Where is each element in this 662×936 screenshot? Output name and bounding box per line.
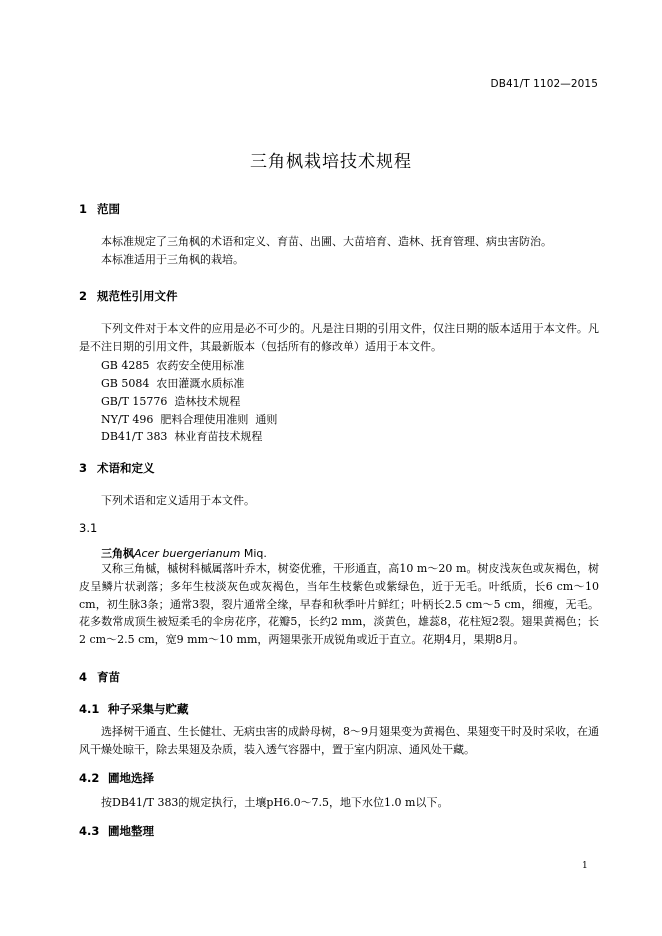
- term-latin: Acer buergerianum: [134, 547, 241, 560]
- section-number: 3: [79, 461, 88, 475]
- term-author: Miq.: [240, 547, 267, 560]
- section-title: 规范性引用文件: [97, 289, 178, 303]
- scope-paragraph: 本标准规定了三角枫的术语和定义、育苗、出圃、大苗培育、造林、抚育管理、病虫害防治。: [101, 235, 552, 248]
- section-number: 2: [79, 289, 88, 303]
- subsection-title: 圃地整理: [108, 824, 154, 838]
- section-title: 范围: [97, 202, 120, 216]
- scope-paragraph: 本标准适用于三角枫的栽培。: [101, 253, 244, 266]
- section-number: 4: [79, 670, 88, 684]
- term-entry: [101, 545, 267, 561]
- page-number: 1: [582, 861, 588, 871]
- subsection-title: 圃地选择: [108, 771, 154, 785]
- reference-item: NY/T 496 肥料合理使用准则 通则: [101, 413, 278, 426]
- section-1-heading: [79, 201, 120, 217]
- reference-item: GB 5084 农田灌溉水质标准: [101, 377, 245, 390]
- subsection-number: 3.1: [79, 521, 98, 535]
- subsection-4-3-heading: [79, 823, 154, 839]
- subsection-4-2-heading: [79, 770, 154, 786]
- term-definition: 又称三角槭，槭树科槭属落叶乔木，树姿优雅，干形通直，高10 m～20 m。树皮浅灰色或灰褐色，树皮呈鳞片状剥落；多年生枝淡灰色或灰褐色，当年生枝紫色或紫绿色，近于无毛。叶纸质，长6 cm～10 cm，初生脉3条；通常3裂，裂片通常全缘，早春和秋季叶片鲜红；叶柄长2.5 cm～5 cm，细瘦，无毛。花多数常成顶生被短柔毛的伞房花序，花瓣5，长约2 mm，淡黄色，雄蕊8，花柱短2裂。翅果黄褐色；长2 cm～2.5 cm，宽9 mm～10 mm，两翅果张开成锐角或近于直立。花期4月，果期8月。: [79, 562, 599, 647]
- reference-item: DB41/T 383 林业育苗技术规程: [101, 430, 263, 443]
- term-chinese: 三角枫: [101, 547, 134, 560]
- references-intro: 下列文件对于本文件的应用是必不可少的。凡是注日期的引用文件，仅注日期的版本适用于本文件。凡是不注日期的引用文件，其最新版本（包括所有的修改单）适用于本文件。: [79, 322, 599, 353]
- subsection-number: 4.1: [79, 702, 100, 716]
- section-title: 育苗: [97, 670, 120, 684]
- nursery-selection-paragraph: 按DB41/T 383的规定执行，土壤pH6.0～7.5，地下水位1.0 m以下。: [101, 796, 449, 809]
- seed-collection-paragraph: 选择树干通直、生长健壮、无病虫害的成龄母树，8～9月翅果变为黄褐色、果翅变干时及时采收，在通风干燥处晾干，除去果翅及杂质，装入透气容器中，置于室内阴凉、通风处干藏。: [79, 725, 599, 756]
- document-title: 三角枫栽培技术规程: [250, 152, 412, 172]
- reference-item: GB 4285 农药安全使用标准: [101, 359, 245, 372]
- section-title: 术语和定义: [97, 461, 155, 475]
- subsection-number: 4.3: [79, 824, 100, 838]
- section-3-heading: [79, 460, 155, 476]
- subsection-4-1-heading: [79, 701, 189, 717]
- terms-intro: 下列术语和定义适用于本文件。: [101, 494, 255, 507]
- section-2-heading: [79, 288, 178, 304]
- subsection-number: 4.2: [79, 771, 100, 785]
- section-4-heading: [79, 669, 120, 685]
- standard-number: DB41/T 1102—2015: [490, 78, 598, 90]
- section-number: 1: [79, 202, 88, 216]
- reference-item: GB/T 15776 造林技术规程: [101, 395, 241, 408]
- subsection-title: 种子采集与贮藏: [108, 702, 189, 716]
